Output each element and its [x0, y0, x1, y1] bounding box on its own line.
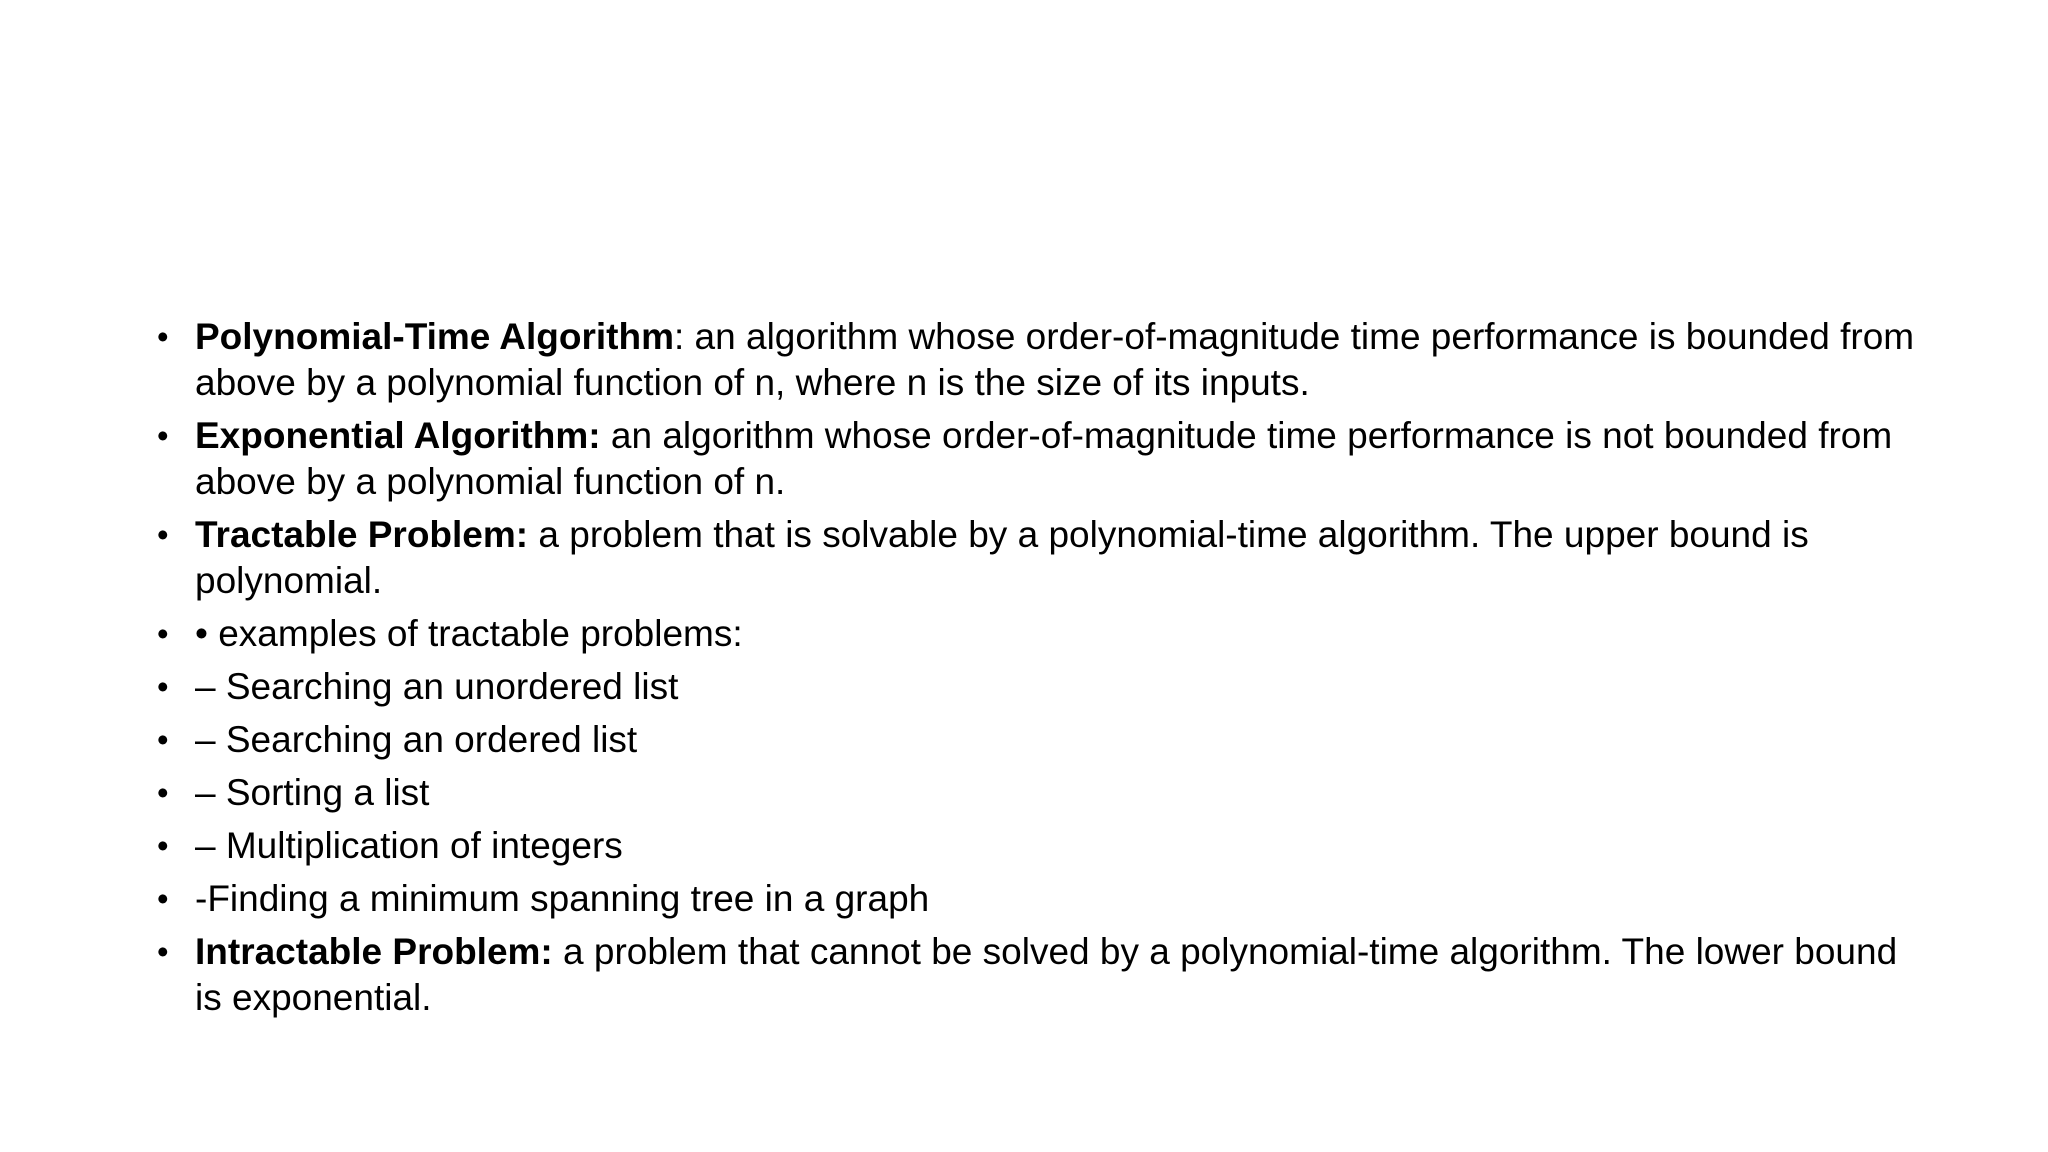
bullet-icon: • — [157, 516, 169, 553]
term-label: Intractable Problem: — [195, 931, 553, 972]
term-label: Polynomial-Time Algorithm — [195, 316, 674, 357]
item-text: – Multiplication of integers — [195, 825, 623, 866]
item-text: – Searching an unordered list — [195, 666, 679, 707]
list-item — [157, 512, 1917, 604]
list-item — [157, 770, 1917, 816]
bullet-icon: • — [157, 417, 169, 454]
item-text: -Finding a minimum spanning tree in a graph — [195, 878, 930, 919]
definition-text: an algorithm whose order-of-magnitude time performance is not bounded from above by a polynomial function of n. — [195, 415, 1893, 502]
bullet-list — [157, 314, 1917, 1028]
bullet-icon: • — [157, 318, 169, 355]
list-item — [157, 611, 1917, 657]
definition-text: a problem that cannot be solved by a polynomial-time algorithm. The lower bound is exponential. — [195, 931, 1898, 1018]
item-text: – Searching an ordered list — [195, 719, 638, 760]
bullet-icon: • — [157, 827, 169, 864]
bullet-icon: • — [157, 880, 169, 917]
item-text: • examples of tractable problems: — [195, 613, 743, 654]
list-item — [157, 929, 1917, 1021]
definition-text: a problem that is solvable by a polynomial-time algorithm. The upper bound is polynomial. — [195, 514, 1809, 601]
bullet-icon: • — [157, 721, 169, 758]
list-item — [157, 314, 1917, 406]
bullet-icon: • — [157, 615, 169, 652]
list-item — [157, 717, 1917, 763]
bullet-icon: • — [157, 774, 169, 811]
item-text: – Sorting a list — [195, 772, 430, 813]
bullet-icon: • — [157, 933, 169, 970]
term-label: Exponential Algorithm: — [195, 415, 601, 456]
bullet-icon: • — [157, 668, 169, 705]
definition-text: : an algorithm whose order-of-magnitude time performance is bounded from above by a polynomial function of n, where n is the size of its inputs. — [195, 316, 1915, 403]
term-label: Tractable Problem: — [195, 514, 529, 555]
list-item — [157, 876, 1917, 922]
list-item — [157, 413, 1917, 505]
list-item — [157, 664, 1917, 710]
list-item — [157, 823, 1917, 869]
